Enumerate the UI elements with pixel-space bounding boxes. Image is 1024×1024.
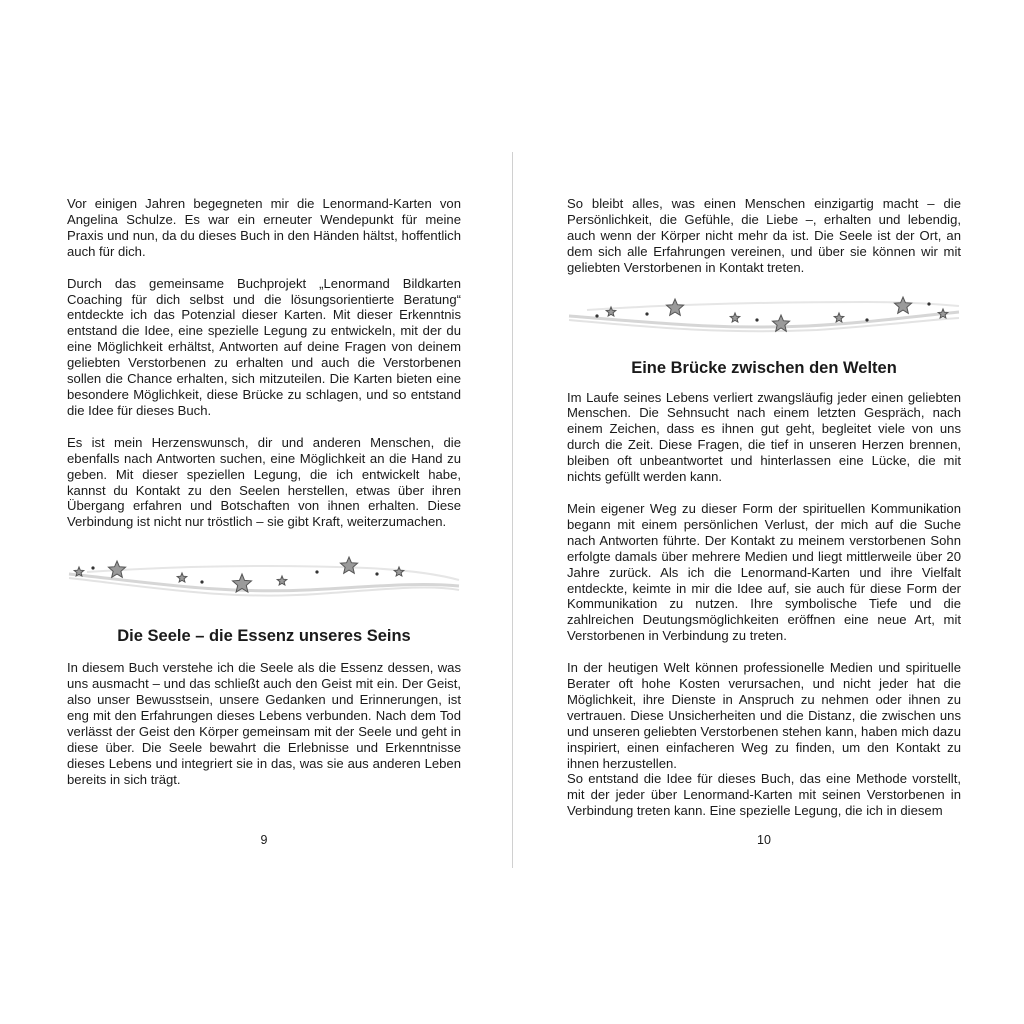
dot-icon bbox=[755, 318, 758, 321]
star-icon bbox=[938, 309, 948, 318]
dot-icon bbox=[315, 571, 318, 574]
star-icon bbox=[772, 315, 789, 331]
right-page bbox=[567, 196, 961, 819]
star-icon bbox=[834, 313, 844, 322]
dot-icon bbox=[645, 312, 648, 315]
star-icon bbox=[666, 299, 683, 315]
right-section-paragraph-2: Mein eigener Weg zu dieser Form der spirituellen Kommunikation begann mit einem persönlichen Verlust, der mich auf die Suche nach Antworten führte. Der Kontakt zu meinem verstorbenen Sohn erfolgte damals über mehrere Medien und liegt mittlerweile über 20 Jahre zurück. Als ich die Lenormand-Karten und ihre Vielfalt entdeckte, keimte in mir die Idee auf, sie auch für diese Form der Kommunikation zu nutzen. Ihre symbolische Tiefe und die zahlreichen Deutungsmöglichkeiten eröffnen eine neue Art, mit Verstorbenen in Verbindung zu treten. bbox=[567, 500, 961, 644]
right-section-paragraph-1: Im Laufe seines Lebens verliert zwangsläufig jeder einen geliebten Menschen. Die Sehnsucht nach einem letzten Gespräch, nach einem Zeichen, dass es ihnen gut geht, begleitet viele von uns durch die Zeit. Diese Fragen, die tief in unseren Herzen brennen, bleiben oft unbeantwortet und hinterlassen eine Lücke, die mit nichts gefüllt werden kann. bbox=[567, 389, 961, 485]
page-number-right: 10 bbox=[757, 833, 771, 847]
dot-icon bbox=[375, 573, 378, 576]
dot-icon bbox=[200, 581, 203, 584]
left-paragraph-3: Es ist mein Herzenswunsch, dir und anderen Menschen, die ebenfalls nach Antworten suchen, eine Möglichkeit an die Hand zu geben. Mit dieser speziellen Legung, die ich entwickelt habe, kannst du Kontakt zu den Seelen herstellen, etwas über ihren Übergang erfahren und Botschaften von ihnen erhalten. Diese Verbindung ist nicht nur tröstlich – sie gibt Kraft, weiterzumachen. bbox=[67, 434, 461, 530]
star-swoosh-ornament-icon bbox=[567, 290, 961, 344]
star-icon bbox=[894, 297, 911, 313]
right-section-heading: Eine Brücke zwischen den Welten bbox=[631, 358, 897, 377]
star-icon bbox=[177, 573, 187, 582]
dot-icon bbox=[91, 567, 94, 570]
page-number-left: 9 bbox=[260, 833, 268, 847]
star-icon bbox=[277, 576, 287, 585]
left-section-paragraph-1: In diesem Buch verstehe ich die Seele als die Essenz dessen, was uns ausmacht – und das schließt auch den Geist mit ein. Der Geist, also unser Bewusstsein, unsere Gedanken und Erinnerungen, ist eng mit den Erfahrungen dieses Lebens verbunden. Nach dem Tod verlässt der Geist den Körper gemeinsam mit der Seele und geht in diese über. Die Seele bewahrt die Erlebnisse und Erkenntnisse dieses Lebens und integriert sie in das, was sie aus anderen Leben bereits in sich trägt. bbox=[67, 660, 461, 787]
star-icon bbox=[108, 561, 125, 577]
page-gutter-divider bbox=[512, 152, 513, 868]
left-paragraph-2: Durch das gemeinsame Buchprojekt „Lenormand Bildkarten Coaching für dich selbst und die lösungsorientierte Beratung“ entdeckte ich das Potenzial dieser Karten. Mit dieser Erkenntnis entstand die Idee, eine spezielle Legung zu entwickeln, mit der du eine Möglichkeit erhältst, Antworten auf deine Fragen von deinem geliebten Verstorbenen zu erhalten und auch die Verstorbenen sollen die Chance erhalten, sich mitzuteilen. Die Karten bieten eine besondere Möglichkeit, diese Brücke zu schlagen, und so entstand die Idee für dieses Buch. bbox=[67, 275, 461, 418]
star-icon bbox=[730, 313, 740, 322]
right-paragraph-1: So bleibt alles, was einen Menschen einzigartig macht – die Persönlichkeit, die Gefühle, die Liebe –, erhalten und lebendig, auch wenn der Körper nicht mehr da ist. Die Seele ist der Ort, an dem sich alle Erfahrungen vereinen, und über sie können wir mit geliebten Verstorbenen in Kontakt treten. bbox=[567, 196, 961, 275]
star-icon bbox=[340, 557, 357, 573]
dot-icon bbox=[865, 318, 868, 321]
dot-icon bbox=[927, 302, 930, 305]
right-section-paragraph-4: So entstand die Idee für dieses Buch, das eine Methode vorstellt, mit der jeder über Lenormand-Karten mit seinen Verstorbenen in Verbindung treten kann. Eine spezielle Legung, die ich in diesem bbox=[567, 771, 961, 819]
right-section-paragraph-3: In der heutigen Welt können professionelle Medien und spirituelle Berater oft hohe Kosten verursachen, und nicht jeder hat die Möglichkeit, ihre Dienste in Anspruch zu nehmen oder ihnen zu vertrauen. Diese Unsicherheiten und die Distanz, die zwischen uns und unseren geliebten Verstorbenen stehen kann, haben mich dazu inspiriert, einen einfacheren Weg zu finden, um den Kontakt zu ihnen herzustellen. bbox=[567, 660, 961, 771]
star-icon bbox=[394, 567, 404, 576]
star-swoosh-ornament-icon bbox=[67, 554, 461, 608]
left-paragraph-1: Vor einigen Jahren begegneten mir die Lenormand-Karten von Angelina Schulze. Es war ein erneuter Wendepunkt für meine Praxis und nun, da du dieses Buch in den Händen hältst, hoffentlich auch für dich. bbox=[67, 196, 461, 259]
left-page bbox=[67, 196, 461, 787]
left-section-heading: Die Seele – die Essenz unseres Seins bbox=[117, 627, 411, 646]
dot-icon bbox=[595, 314, 598, 317]
